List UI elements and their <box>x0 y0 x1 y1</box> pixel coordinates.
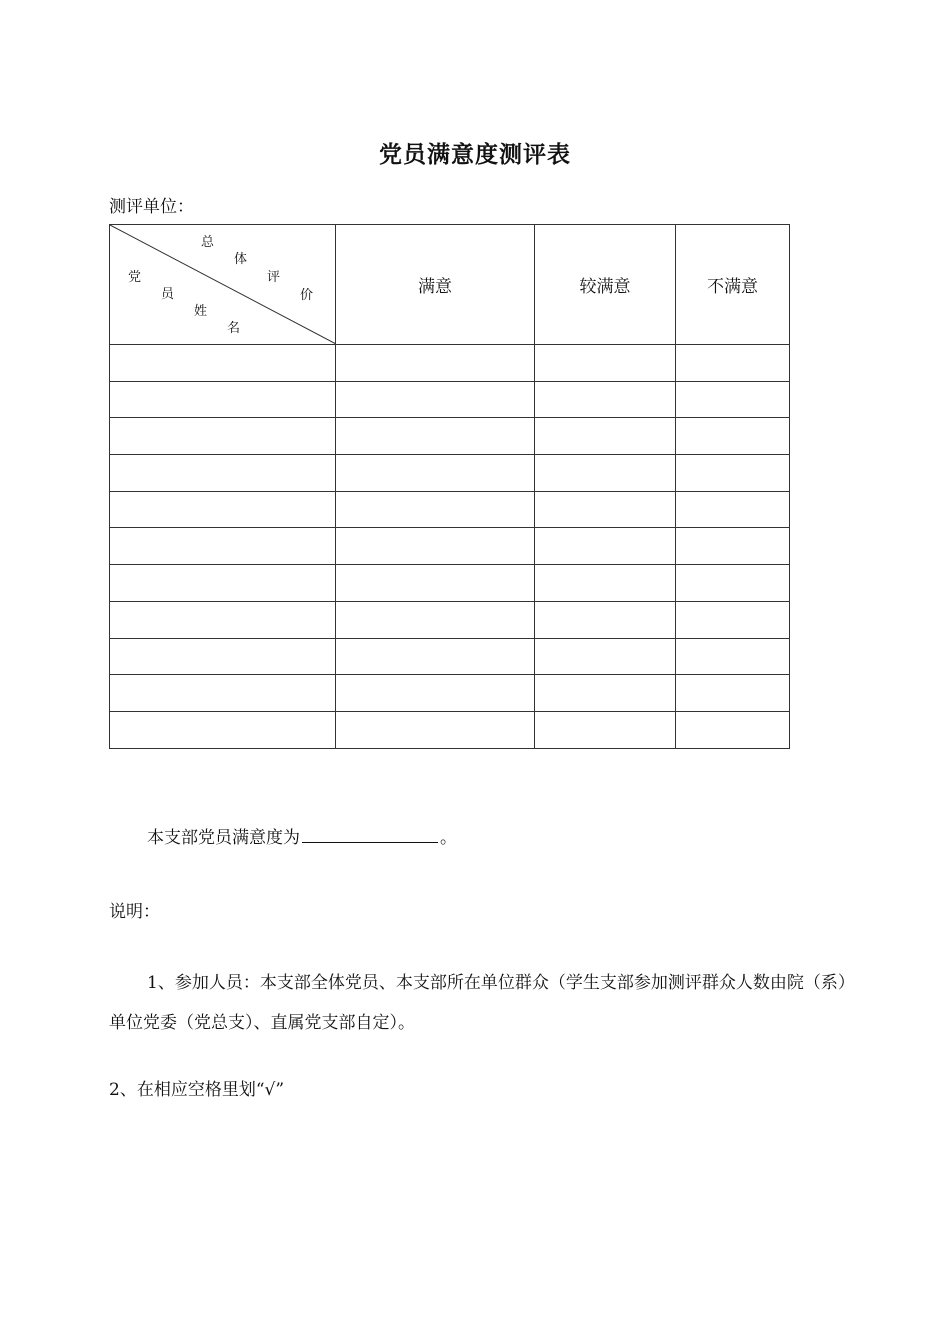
sentence-end: 。 <box>440 828 457 848</box>
name-cell[interactable] <box>110 418 336 455</box>
rating-cell[interactable] <box>676 711 790 748</box>
rating-cell[interactable] <box>336 711 535 748</box>
sentence-text: 本支部党员满意度为 <box>147 828 300 848</box>
column-header-dissatisfied: 不满意 <box>676 225 790 345</box>
table-row <box>110 528 790 565</box>
diagonal-divider <box>110 225 336 344</box>
rating-cell[interactable] <box>336 381 535 418</box>
rating-cell[interactable] <box>336 638 535 675</box>
note-item-2: 2、在相应空格里划“√” <box>109 1080 285 1100</box>
rating-cell[interactable] <box>676 455 790 492</box>
rating-cell[interactable] <box>676 638 790 675</box>
column-header-satisfied: 满意 <box>336 225 535 345</box>
rating-cell[interactable] <box>676 601 790 638</box>
diag-top-char: 价 <box>300 288 314 303</box>
satisfaction-blank-field[interactable] <box>302 827 438 843</box>
diag-bottom-char: 员 <box>161 287 175 302</box>
rating-cell[interactable] <box>676 675 790 712</box>
diag-bottom-char: 党 <box>128 270 142 285</box>
rating-cell[interactable] <box>336 601 535 638</box>
evaluation-unit-label: 测评单位： <box>109 197 194 217</box>
table-row <box>110 418 790 455</box>
name-cell[interactable] <box>110 381 336 418</box>
rating-cell[interactable] <box>535 565 676 602</box>
table-row <box>110 491 790 528</box>
rating-cell[interactable] <box>535 528 676 565</box>
rating-cell[interactable] <box>676 345 790 382</box>
rating-cell[interactable] <box>535 381 676 418</box>
diag-top-char: 总 <box>201 235 215 250</box>
rating-cell[interactable] <box>535 638 676 675</box>
table-row <box>110 381 790 418</box>
diag-top-char: 评 <box>267 270 281 285</box>
table-row <box>110 601 790 638</box>
rating-cell[interactable] <box>676 565 790 602</box>
diag-bottom-char: 姓 <box>194 304 208 319</box>
satisfaction-sentence <box>147 823 457 848</box>
rating-cell[interactable] <box>336 528 535 565</box>
diagonal-header-cell <box>110 225 336 345</box>
table-row <box>110 455 790 492</box>
rating-cell[interactable] <box>676 418 790 455</box>
diag-top-char: 体 <box>234 252 248 267</box>
note-item-1: 1、参加人员：本支部全体党员、本支部所在单位群众（学生支部参加测评群众人数由院（系）单位党委（党总支）、直属党支部自定）。 <box>109 973 847 1033</box>
rating-cell[interactable] <box>535 491 676 528</box>
name-cell[interactable] <box>110 455 336 492</box>
name-cell[interactable] <box>110 528 336 565</box>
rating-cell[interactable] <box>336 418 535 455</box>
table-row <box>110 675 790 712</box>
rating-cell[interactable] <box>535 711 676 748</box>
evaluation-table <box>109 224 790 749</box>
name-cell[interactable] <box>110 345 336 382</box>
header-row <box>110 225 790 345</box>
name-cell[interactable] <box>110 711 336 748</box>
table-row <box>110 345 790 382</box>
rating-cell[interactable] <box>676 528 790 565</box>
column-header-fairly-satisfied: 较满意 <box>535 225 676 345</box>
page-title: 党员满意度测评表 <box>379 142 571 168</box>
name-cell[interactable] <box>110 638 336 675</box>
rating-cell[interactable] <box>535 675 676 712</box>
rating-cell[interactable] <box>336 455 535 492</box>
rating-cell[interactable] <box>336 565 535 602</box>
name-cell[interactable] <box>110 565 336 602</box>
rating-cell[interactable] <box>535 418 676 455</box>
table-row <box>110 638 790 675</box>
name-cell[interactable] <box>110 601 336 638</box>
name-cell[interactable] <box>110 491 336 528</box>
notes-heading: 说明： <box>109 902 160 922</box>
rating-cell[interactable] <box>676 381 790 418</box>
table-row <box>110 711 790 748</box>
name-cell[interactable] <box>110 675 336 712</box>
rating-cell[interactable] <box>535 455 676 492</box>
rating-cell[interactable] <box>336 675 535 712</box>
rating-cell[interactable] <box>336 345 535 382</box>
table-row <box>110 565 790 602</box>
rating-cell[interactable] <box>535 601 676 638</box>
rating-cell[interactable] <box>336 491 535 528</box>
diag-bottom-char: 名 <box>227 321 241 336</box>
rating-cell[interactable] <box>676 491 790 528</box>
rating-cell[interactable] <box>535 345 676 382</box>
